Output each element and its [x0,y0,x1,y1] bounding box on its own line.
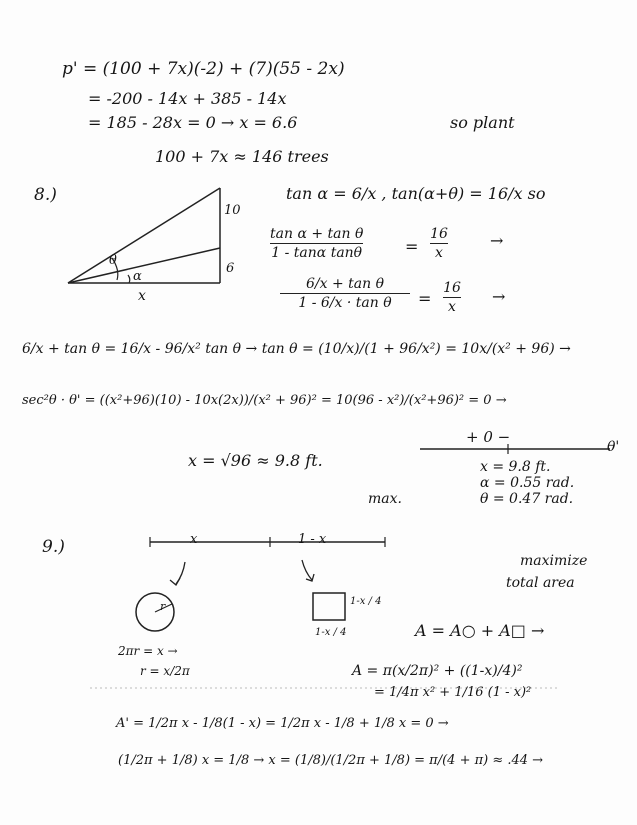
goal-total-area: total area [506,575,575,591]
p9-area-eq2: = 1/4π x² + 1/16 (1 - x)² [374,685,532,700]
eq2-lhs-fraction: 6/x + tan θ 1 - 6/x · tan θ [280,276,410,311]
base-label: x [138,288,146,304]
result-x: x = 9.8 ft. [480,459,551,475]
theta-label: θ [109,253,117,268]
p8-eq3: 6/x + tan θ = 16/x - 96/x² tan θ → tan θ = (10/x)/(1 + 96/x²) = 10x/(x² + 96) → [22,341,571,357]
result-alpha: α = 0.55 rad. [480,475,575,491]
p7-solve-line: = 185 - 28x = 0 → x = 6.6 [88,113,298,132]
triangle-inner-line [68,248,220,283]
p9-area-eq1: A = π(x/2π)² + ((1-x)/4)² [352,663,523,679]
square-side-right: 1-x / 4 [350,596,382,607]
height-6-label: 6 [226,261,235,276]
p9-area-def: A = A○ + A□ → [415,621,545,640]
p8-solution: x = √96 ≈ 9.8 ft. [188,451,323,470]
circle-r-label: r [160,600,166,613]
segment-x-label: x [190,532,198,547]
result-theta: θ = 0.47 rad. [480,491,574,507]
p8-label: 8.) [34,185,57,205]
square-shape [313,593,345,620]
alpha-arc [128,275,130,283]
p9-derivative: A' = 1/2π x - 1/8(1 - x) = 1/2π x - 1/8 + 1/8 x = 0 → [116,716,449,731]
eq1-rhs-fraction: 16 x [430,226,448,261]
circle-radius: r = x/2π [140,664,190,678]
p7-expand-line: = -200 - 14x + 385 - 14x [88,89,287,108]
height-10-label: 10 [224,203,241,218]
segment-1-x-label: 1 - x [298,532,327,547]
arrow-to-circle [176,562,185,584]
goal-maximize: maximize [520,553,588,569]
sign-chart-signs: + 0 − [466,428,511,446]
arrow-to-square [302,560,312,580]
p7-derivative-line: p' = (100 + 7x)(-2) + (7)(55 - 2x) [62,59,345,79]
worksheet-page: p' = (100 + 7x)(-2) + (7)(55 - 2x) = -200 - 14x + 385 - 14x = 185 - 28x = 0 → x = 6.6 so plant 100 + 7x ≈ 146 trees 8.) θ α x 10 6 tan α = 6/x , tan(α+θ) = 16/x so tan α + tan θ 1 - tanα tanθ = 16 x → 6/x + tan θ 1 - 6/x · tan θ = 16 x → 6/x + tan θ = 16/x - 96/x² tan θ → tan θ = (10/x)/(1 + 96/x²) = 10x/(x² + 96) → sec²θ · θ' = ((x²+96)(10) - 10x(2x))/(x² + 96)² = 10(96 - x²)/(x²+96)² = 0 → + 0 − θ' x = √96 ≈ 9.8 ft. x = 9.8 ft. α = 0.55 rad. θ = 0.47 rad. max. 9.) x 1 - x maximize total area r 1-x / 4 1-x / 4 A = A○ + A□ → 2πr = x → r = x/2π A = π(x/2π)² + ((1-x)/4)² = 1/4π x² + 1/16 (1 - x)² A' = 1/2π x - 1/8(1 - x) = 1/2π x - 1/8 + 1/8 x = 0 → (1/2π + 1/8) x = 1/8 → x = (1/8)/(1/2π + 1/8) = π/(4 + π) ≈ .44 → [0,0,637,825]
p9-label: 9.) [42,537,65,557]
eq2-rhs-fraction: 16 x [443,280,461,315]
circle-circumference: 2πr = x → [118,644,178,658]
alpha-label: α [133,269,142,284]
p8-given: tan α = 6/x , tan(α+θ) = 16/x so [286,184,546,203]
max-label: max. [368,491,402,507]
square-side-bottom: 1-x / 4 [315,627,347,638]
p7-trees-line: 100 + 7x ≈ 146 trees [155,147,329,166]
triangle-hypotenuse [68,188,220,283]
sign-chart-var: θ' [607,439,620,455]
p7-note: so plant [450,113,515,132]
p9-solve: (1/2π + 1/8) x = 1/8 → x = (1/8)/(1/2π + 1/8) = π/(4 + π) ≈ .44 → [118,753,544,768]
p8-eq4: sec²θ · θ' = ((x²+96)(10) - 10x(2x))/(x² + 96)² = 10(96 - x²)/(x²+96)² = 0 → [22,393,507,408]
eq1-lhs-fraction: tan α + tan θ 1 - tanα tanθ [270,226,364,261]
